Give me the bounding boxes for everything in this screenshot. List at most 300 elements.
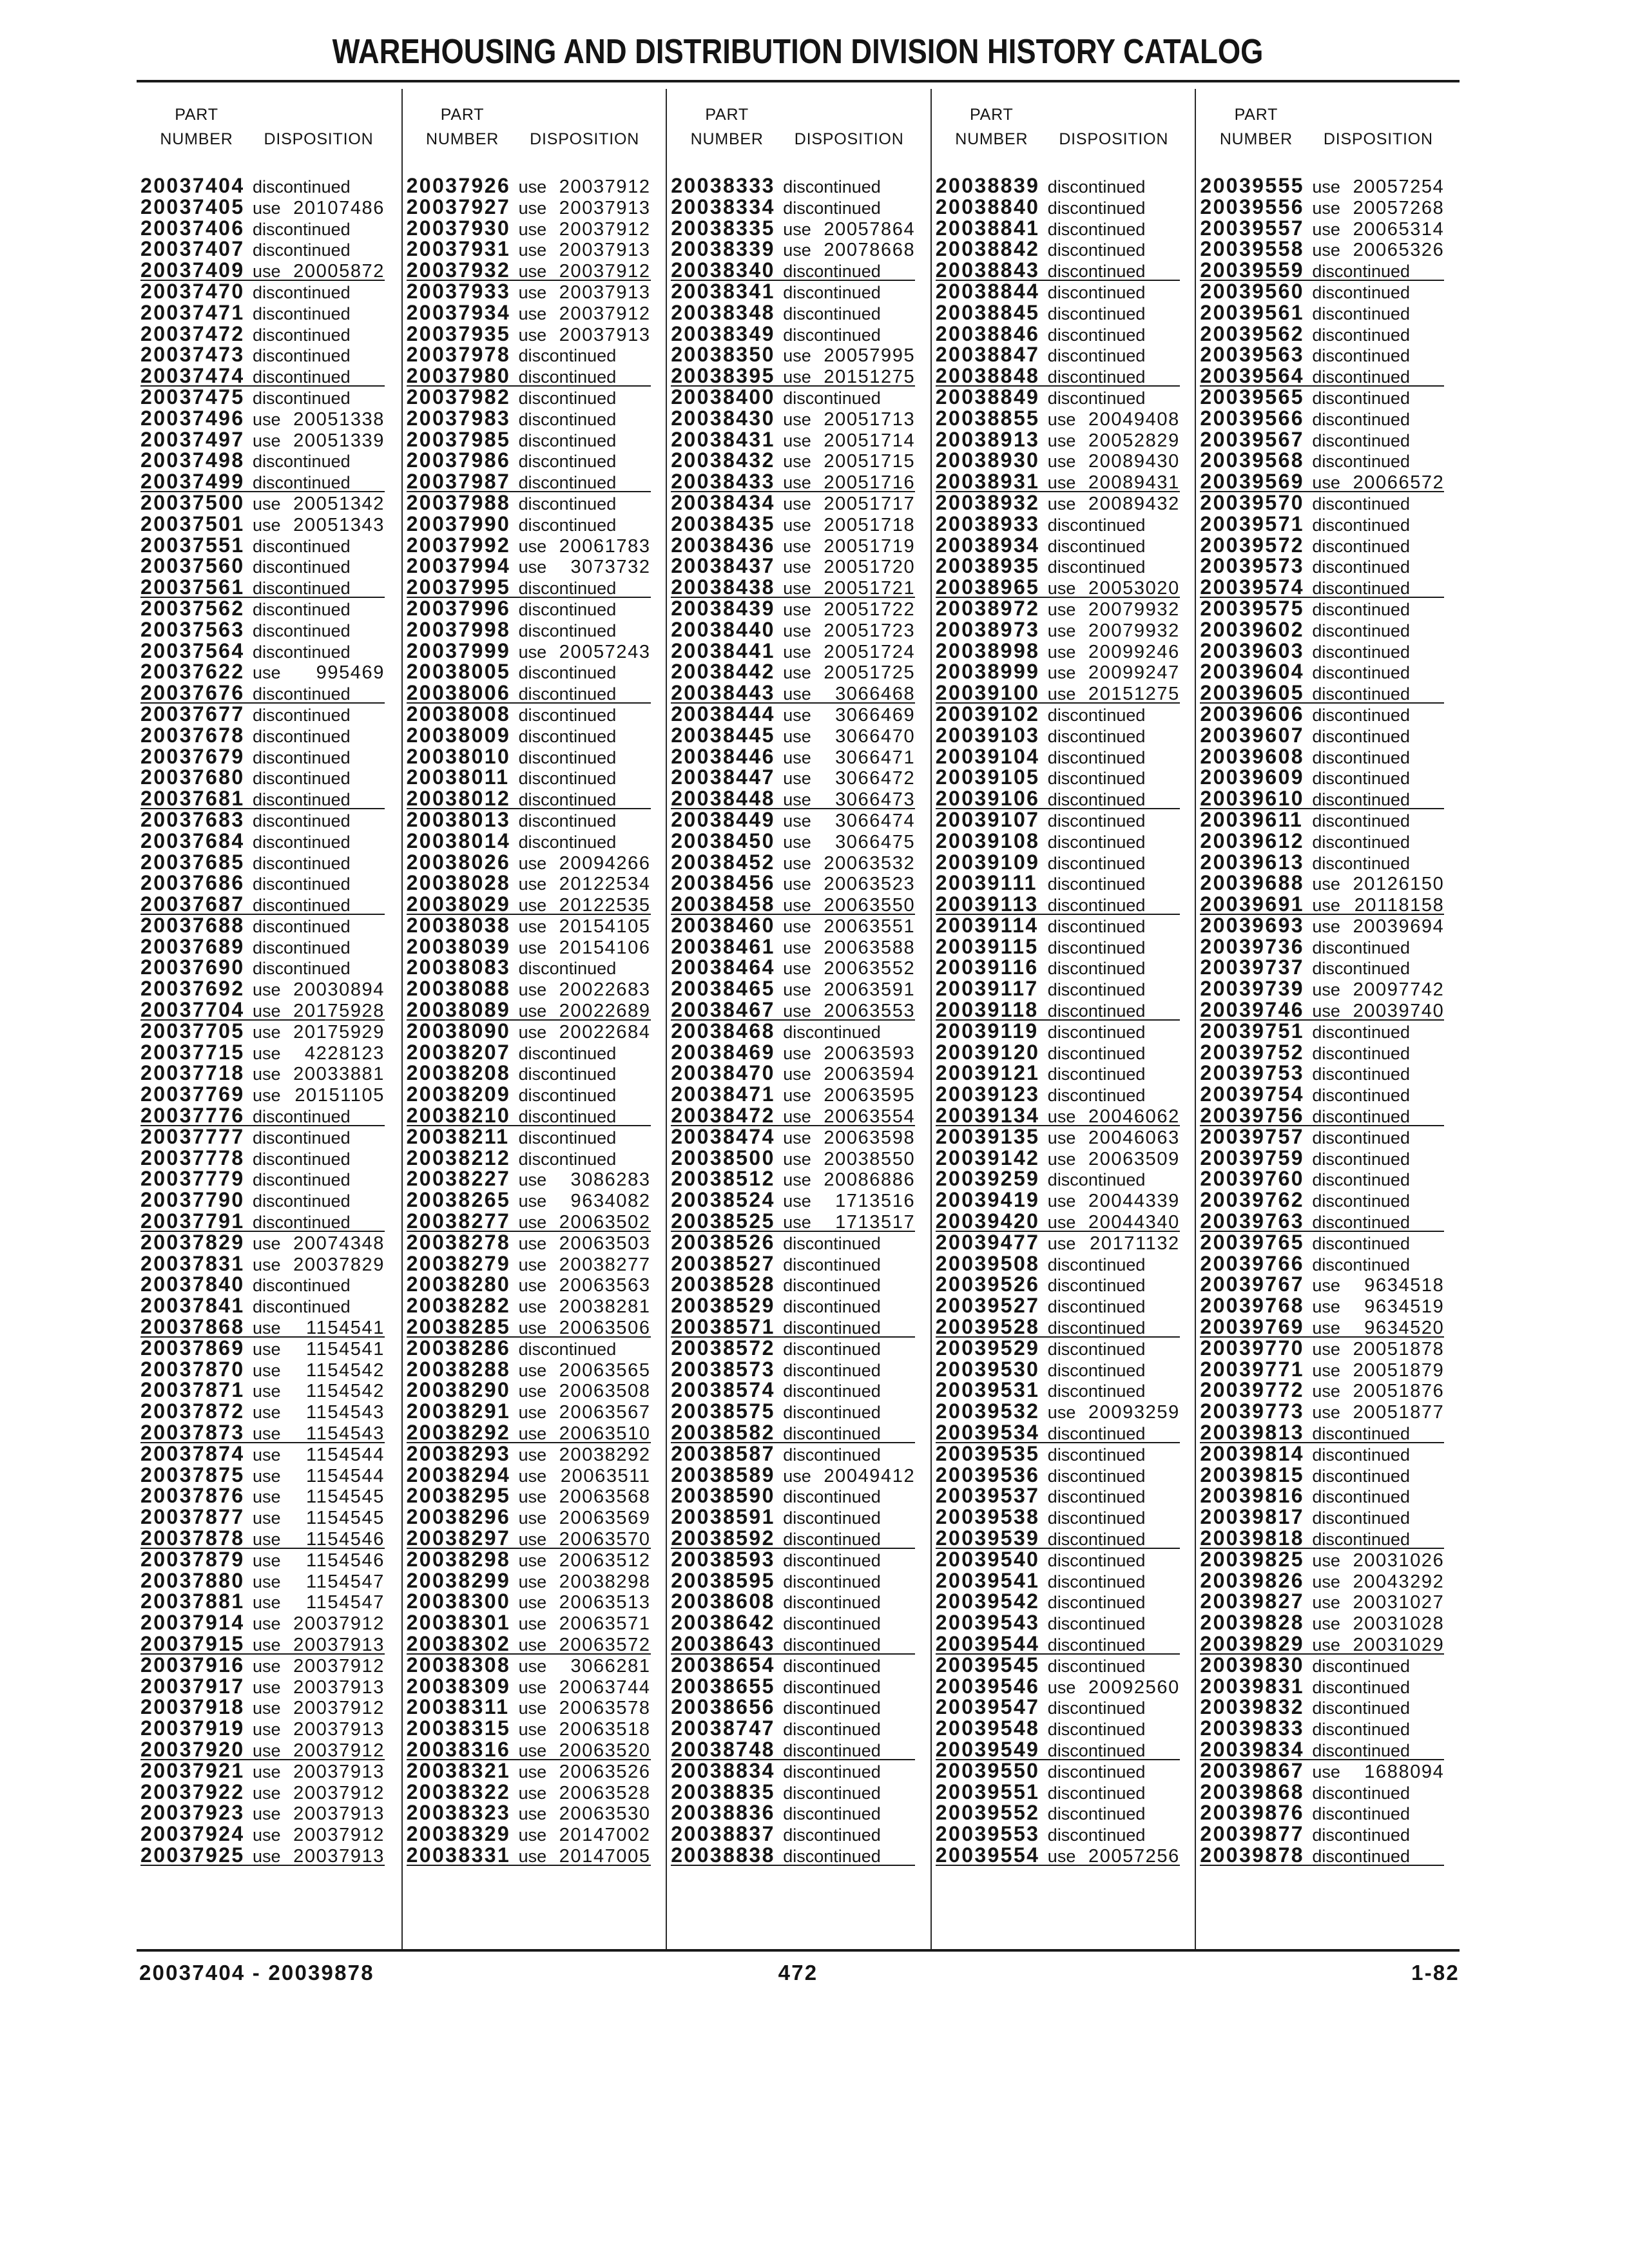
catalog-row xyxy=(671,281,915,302)
disposition-status: discontinued xyxy=(518,832,617,852)
disposition xyxy=(1312,895,1444,916)
catalog-row xyxy=(936,1612,1180,1633)
part-number: 20037689 xyxy=(140,934,245,958)
part-number: 20039756 xyxy=(1200,1104,1304,1128)
catalog-row xyxy=(140,577,385,598)
catalog-row xyxy=(140,1295,385,1316)
part-number: 20037498 xyxy=(140,448,245,472)
part-number: 20038340 xyxy=(671,258,775,282)
disposition xyxy=(1312,515,1444,535)
use-label: use xyxy=(253,1086,281,1106)
part-number: 20038656 xyxy=(671,1695,775,1719)
part-number: 20039754 xyxy=(1200,1082,1304,1106)
part-number: 20039878 xyxy=(1200,1843,1304,1867)
catalog-row xyxy=(936,1189,1180,1211)
disposition xyxy=(1312,1339,1444,1360)
catalog-row xyxy=(1200,1506,1444,1528)
part-number: 20038848 xyxy=(935,364,1040,388)
disposition-status: discontinued xyxy=(1312,620,1411,640)
disposition xyxy=(1048,1783,1180,1803)
part-number: 20038444 xyxy=(671,702,775,726)
part-number: 20038591 xyxy=(671,1505,775,1529)
disposition xyxy=(1312,1149,1444,1169)
use-label: use xyxy=(518,1360,547,1380)
part-number: 20039830 xyxy=(1200,1653,1304,1677)
part-number: 20039688 xyxy=(1200,871,1304,895)
disposition-status: discontinued xyxy=(1312,642,1411,662)
catalog-row xyxy=(140,323,385,345)
part-number: 20039606 xyxy=(1200,702,1304,726)
disposition xyxy=(253,1001,385,1021)
disposition-status: discontinued xyxy=(783,388,881,408)
part-number: 20038930 xyxy=(935,448,1040,472)
catalog-row xyxy=(1200,1126,1444,1148)
part-number: 20039142 xyxy=(935,1146,1040,1169)
disposition xyxy=(519,1508,651,1528)
use-label: use xyxy=(1312,896,1340,916)
disposition xyxy=(1048,1635,1180,1655)
replacement-part-number: 20051722 xyxy=(824,599,916,620)
catalog-row xyxy=(671,302,915,323)
disposition xyxy=(519,578,651,599)
catalog-row xyxy=(1200,577,1444,598)
part-number: 20037919 xyxy=(140,1716,245,1740)
disposition-status: discontinued xyxy=(1312,409,1411,429)
disposition xyxy=(253,198,385,218)
use-label: use xyxy=(1047,1233,1076,1253)
replacement-part-number: 20051338 xyxy=(293,408,385,430)
catalog-row xyxy=(671,429,915,450)
part-number: 20038212 xyxy=(406,1146,511,1169)
title-rule xyxy=(137,80,1460,82)
use-label: use xyxy=(253,1530,281,1549)
catalog-row xyxy=(936,619,1180,640)
replacement-part-number: 20051721 xyxy=(824,578,916,599)
catalog-row xyxy=(140,365,385,387)
part-number: 20038972 xyxy=(935,596,1040,620)
disposition xyxy=(519,1043,651,1064)
disposition-status: discontinued xyxy=(1047,874,1146,894)
replacement-part-number: 20038292 xyxy=(559,1444,651,1465)
disposition-header: DISPOSITION xyxy=(1059,130,1169,148)
part-number: 20038350 xyxy=(671,343,775,367)
disposition xyxy=(253,1529,385,1550)
disposition-status: discontinued xyxy=(1047,303,1146,323)
part-number: 20039547 xyxy=(935,1695,1040,1719)
disposition xyxy=(253,240,385,260)
catalog-row xyxy=(140,1379,385,1401)
disposition-status: discontinued xyxy=(1047,536,1146,556)
catalog-row xyxy=(936,535,1180,556)
catalog-row xyxy=(140,1253,385,1274)
disposition xyxy=(253,1445,385,1465)
disposition-status: discontinued xyxy=(1312,1022,1411,1042)
disposition xyxy=(783,303,915,324)
disposition xyxy=(1312,345,1444,366)
disposition xyxy=(519,1106,651,1127)
disposition-status: discontinued xyxy=(518,1043,617,1063)
replacement-part-number: 20037912 xyxy=(293,1698,385,1719)
replacement-part-number: 20037913 xyxy=(559,240,651,261)
part-number: 20039767 xyxy=(1200,1273,1304,1296)
part-number: 20038835 xyxy=(671,1780,775,1803)
part-number: 20039814 xyxy=(1200,1441,1304,1465)
disposition xyxy=(1312,853,1444,874)
replacement-part-number: 1154546 xyxy=(306,1550,385,1571)
catalog-row xyxy=(1200,788,1444,809)
use-label: use xyxy=(253,1571,281,1591)
replacement-part-number: 20089430 xyxy=(1088,451,1180,472)
use-label: use xyxy=(518,557,547,577)
part-number: 20038855 xyxy=(935,406,1040,430)
disposition xyxy=(1312,1466,1444,1486)
disposition xyxy=(1048,1445,1180,1465)
disposition-status: discontinued xyxy=(783,1571,881,1591)
disposition-status: discontinued xyxy=(1312,557,1411,577)
part-number: 20037404 xyxy=(140,174,245,197)
disposition xyxy=(519,557,651,577)
catalog-row xyxy=(407,344,651,365)
catalog-row xyxy=(1200,1823,1444,1845)
disposition-status: discontinued xyxy=(518,620,617,640)
replacement-part-number: 20037913 xyxy=(293,1677,385,1698)
disposition xyxy=(519,1296,651,1317)
catalog-row xyxy=(1200,1739,1444,1760)
catalog-row xyxy=(1200,175,1444,197)
use-label: use xyxy=(253,430,281,450)
part-number: 20038839 xyxy=(935,174,1040,197)
catalog-row xyxy=(1200,915,1444,936)
disposition-status: discontinued xyxy=(1312,1191,1411,1211)
disposition xyxy=(519,1423,651,1444)
part-number: 20037934 xyxy=(406,300,511,324)
replacement-part-number: 20154105 xyxy=(559,916,651,937)
part-number: 20038288 xyxy=(406,1357,511,1381)
catalog-row xyxy=(1200,1782,1444,1803)
catalog-row xyxy=(1200,1338,1444,1359)
part-number: 20037718 xyxy=(140,1061,245,1085)
disposition xyxy=(783,494,915,514)
use-label: use xyxy=(518,1656,547,1676)
replacement-part-number: 20063565 xyxy=(559,1360,651,1381)
part-number: 20038747 xyxy=(671,1716,775,1740)
catalog-rows xyxy=(667,175,930,1866)
disposition xyxy=(519,409,651,430)
disposition xyxy=(253,1783,385,1803)
use-label: use xyxy=(783,1213,811,1233)
disposition xyxy=(1048,1085,1180,1106)
part-number: 20039816 xyxy=(1200,1484,1304,1508)
disposition xyxy=(1048,1254,1180,1275)
disposition-status: discontinued xyxy=(1047,177,1146,197)
replacement-part-number: 20063572 xyxy=(559,1634,651,1655)
part-number: 20038849 xyxy=(935,385,1040,408)
use-label: use xyxy=(783,790,811,810)
replacement-part-number: 20065314 xyxy=(1353,218,1445,240)
disposition xyxy=(783,1233,915,1254)
part-number: 20038012 xyxy=(406,787,511,811)
catalog-row xyxy=(140,302,385,323)
disposition-status: discontinued xyxy=(253,1149,351,1169)
disposition xyxy=(1048,409,1180,430)
part-number: 20037916 xyxy=(140,1653,245,1677)
part-number: 20038998 xyxy=(935,639,1040,662)
catalog-row xyxy=(671,1338,915,1359)
disposition-status: discontinued xyxy=(518,663,617,683)
replacement-part-number: 20057864 xyxy=(824,218,916,240)
catalog-row xyxy=(140,1148,385,1169)
catalog-row xyxy=(407,1062,651,1084)
disposition xyxy=(1312,1233,1444,1254)
part-number: 20039535 xyxy=(935,1441,1040,1465)
use-label: use xyxy=(1312,1297,1340,1317)
catalog-row xyxy=(140,1506,385,1528)
disposition xyxy=(783,1656,915,1677)
catalog-row xyxy=(671,978,915,999)
disposition xyxy=(253,1423,385,1444)
disposition xyxy=(1312,958,1444,979)
catalog-row xyxy=(1200,535,1444,556)
disposition xyxy=(253,1698,385,1718)
disposition-status: discontinued xyxy=(783,1656,881,1676)
catalog-row xyxy=(936,281,1180,302)
disposition xyxy=(253,832,385,852)
replacement-part-number: 20175929 xyxy=(293,1021,385,1043)
catalog-row xyxy=(140,218,385,239)
part-number: 20038573 xyxy=(671,1357,775,1381)
disposition xyxy=(519,1149,651,1169)
disposition-status: discontinued xyxy=(1047,937,1146,957)
use-label: use xyxy=(253,1635,281,1655)
use-label: use xyxy=(253,494,281,514)
catalog-row xyxy=(671,1232,915,1253)
use-label: use xyxy=(783,980,811,1000)
catalog-row xyxy=(407,1189,651,1211)
disposition xyxy=(783,895,915,916)
catalog-row xyxy=(407,218,651,239)
part-number: 20037677 xyxy=(140,702,245,726)
disposition xyxy=(253,282,385,303)
catalog-row xyxy=(407,1549,651,1570)
disposition xyxy=(519,261,651,282)
part-number: 20038431 xyxy=(671,427,775,451)
disposition xyxy=(1048,1106,1180,1127)
catalog-row xyxy=(671,1274,915,1295)
catalog-row xyxy=(936,197,1180,218)
replacement-part-number: 20118158 xyxy=(1354,895,1445,916)
part-number: 20039831 xyxy=(1200,1674,1304,1698)
disposition xyxy=(253,388,385,408)
part-number: 20039543 xyxy=(935,1611,1040,1635)
part-number: 20038841 xyxy=(935,216,1040,240)
part-number: 20039868 xyxy=(1200,1780,1304,1803)
catalog-row xyxy=(140,936,385,957)
disposition xyxy=(519,282,651,303)
disposition xyxy=(1048,578,1180,599)
part-number: 20039746 xyxy=(1200,998,1304,1022)
disposition-status: discontinued xyxy=(1312,1424,1411,1444)
disposition xyxy=(783,916,915,937)
catalog-row xyxy=(936,1676,1180,1697)
part-number: 20038013 xyxy=(406,807,511,831)
part-number: 20038298 xyxy=(406,1547,511,1571)
catalog-row xyxy=(140,809,385,831)
disposition xyxy=(253,979,385,1000)
part-number: 20038442 xyxy=(671,660,775,684)
disposition xyxy=(1048,1212,1180,1233)
disposition xyxy=(519,895,651,916)
disposition-status: discontinued xyxy=(1047,1064,1146,1084)
part-number: 20038089 xyxy=(406,998,511,1022)
part-number: 20039536 xyxy=(935,1463,1040,1486)
use-label: use xyxy=(518,1318,547,1338)
disposition xyxy=(253,705,385,726)
part-number: 20037917 xyxy=(140,1674,245,1698)
disposition xyxy=(1048,515,1180,535)
disposition-status: discontinued xyxy=(783,1445,881,1465)
replacement-part-number: 20051723 xyxy=(824,620,916,641)
catalog-row xyxy=(140,831,385,852)
use-label: use xyxy=(518,536,547,556)
replacement-part-number: 20063520 xyxy=(559,1740,651,1761)
disposition-status: discontinued xyxy=(1047,747,1146,767)
catalog-row xyxy=(140,598,385,619)
part-number: 20039531 xyxy=(935,1378,1040,1402)
disposition-status: discontinued xyxy=(1047,1614,1146,1634)
part-number: 20039539 xyxy=(935,1526,1040,1550)
replacement-part-number: 20039740 xyxy=(1353,1001,1445,1022)
disposition xyxy=(519,1001,651,1021)
part-number: 20037988 xyxy=(406,490,511,514)
catalog-row xyxy=(1200,1359,1444,1380)
catalog-row xyxy=(140,1485,385,1506)
disposition xyxy=(519,832,651,852)
part-number: 20038655 xyxy=(671,1674,775,1698)
catalog-row xyxy=(936,1823,1180,1845)
disposition-status: discontinued xyxy=(783,1635,881,1655)
disposition xyxy=(1048,1381,1180,1401)
disposition-status: discontinued xyxy=(253,579,351,599)
disposition-status: discontinued xyxy=(783,1593,881,1613)
disposition xyxy=(1048,958,1180,979)
catalog-row xyxy=(1200,1676,1444,1697)
part-number: 20039572 xyxy=(1200,533,1304,557)
catalog-row xyxy=(1200,260,1444,281)
catalog-row xyxy=(1200,704,1444,725)
part-number: 20039826 xyxy=(1200,1568,1304,1592)
part-number: 20037685 xyxy=(140,850,245,874)
disposition xyxy=(783,705,915,726)
part-number: 20039259 xyxy=(935,1167,1040,1191)
part-number: 20038500 xyxy=(671,1146,775,1169)
catalog-row xyxy=(140,450,385,471)
catalog-row xyxy=(140,661,385,682)
part-number: 20038592 xyxy=(671,1526,775,1550)
disposition-status: discontinued xyxy=(1312,325,1411,345)
use-label: use xyxy=(518,1783,547,1803)
disposition xyxy=(783,662,915,683)
catalog-row xyxy=(407,661,651,682)
use-label: use xyxy=(1312,1360,1340,1380)
catalog-row xyxy=(140,1126,385,1148)
use-label: use xyxy=(783,853,811,873)
disposition-status: discontinued xyxy=(1047,1762,1146,1782)
disposition xyxy=(519,1529,651,1550)
replacement-part-number: 20063567 xyxy=(559,1402,651,1423)
disposition xyxy=(783,325,915,345)
part-number: 20038458 xyxy=(671,892,775,916)
part-number: 20037999 xyxy=(406,639,511,662)
catalog-row xyxy=(1200,1062,1444,1084)
part-number: 20037681 xyxy=(140,787,245,811)
disposition xyxy=(253,1592,385,1613)
disposition-status: discontinued xyxy=(253,1276,351,1296)
replacement-part-number: 20057256 xyxy=(1088,1845,1180,1867)
catalog-row xyxy=(140,1845,385,1866)
part-number: 20038973 xyxy=(935,617,1040,641)
disposition xyxy=(1312,642,1444,662)
disposition xyxy=(1048,747,1180,768)
disposition-status: discontinued xyxy=(518,959,617,979)
use-label: use xyxy=(253,1043,281,1063)
part-number: 20039123 xyxy=(935,1082,1040,1106)
part-number: 20039551 xyxy=(935,1780,1040,1803)
catalog-row xyxy=(936,661,1180,682)
catalog-row xyxy=(936,1211,1180,1232)
part-number: 20039564 xyxy=(1200,364,1304,388)
part-number: 20038933 xyxy=(935,512,1040,535)
disposition xyxy=(519,1339,651,1360)
part-number-header xyxy=(140,102,253,151)
disposition xyxy=(1312,1423,1444,1444)
disposition xyxy=(519,958,651,979)
part-number: 20038279 xyxy=(406,1251,511,1275)
disposition-status: discontinued xyxy=(1047,1804,1146,1824)
use-label: use xyxy=(518,1804,547,1824)
use-label: use xyxy=(253,1381,281,1401)
part-number: 20038443 xyxy=(671,681,775,705)
catalog-row xyxy=(936,175,1180,197)
disposition xyxy=(783,1001,915,1021)
catalog-row xyxy=(671,175,915,197)
replacement-part-number: 20061783 xyxy=(559,535,651,557)
disposition-status: discontinued xyxy=(1047,811,1146,831)
disposition xyxy=(253,409,385,430)
use-label: use xyxy=(253,1846,281,1866)
catalog-row xyxy=(1200,1549,1444,1570)
part-number: 20037831 xyxy=(140,1251,245,1275)
disposition xyxy=(1048,1719,1180,1740)
catalog-row xyxy=(936,1422,1180,1443)
catalog-row xyxy=(1200,746,1444,767)
part-number: 20038471 xyxy=(671,1082,775,1106)
disposition-status: discontinued xyxy=(253,599,351,619)
use-label: use xyxy=(783,346,811,366)
use-label: use xyxy=(783,663,811,683)
catalog-row xyxy=(671,344,915,365)
disposition xyxy=(783,979,915,1000)
disposition-status: discontinued xyxy=(518,473,617,493)
use-label: use xyxy=(518,1720,547,1740)
disposition xyxy=(1312,1698,1444,1718)
catalog-row xyxy=(671,1823,915,1845)
catalog-row xyxy=(1200,323,1444,345)
catalog-row xyxy=(936,1084,1180,1105)
part-number: 20038210 xyxy=(406,1104,511,1128)
catalog-row xyxy=(671,1633,915,1655)
use-label: use xyxy=(518,1677,547,1697)
catalog-row xyxy=(140,1676,385,1697)
